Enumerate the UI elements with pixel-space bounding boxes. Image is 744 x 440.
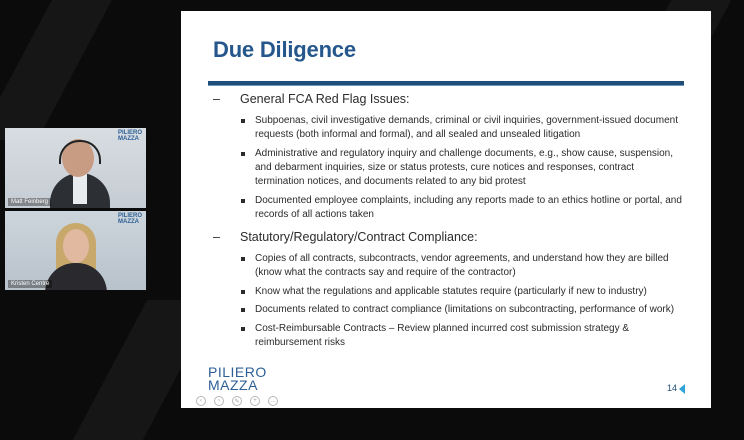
presentation-slide <box>181 11 711 408</box>
bullet-item <box>213 114 683 142</box>
logo-text-bottom: MAZZA <box>117 219 139 225</box>
title-rule-thin <box>208 85 684 86</box>
slide-toolbar <box>196 395 278 407</box>
bullet-square-icon <box>241 327 245 331</box>
logo-text-top: PILIERO <box>117 213 142 219</box>
person-head <box>63 229 89 263</box>
participant-name: Matt Feinberg <box>8 198 51 206</box>
bullet-item <box>213 194 683 222</box>
piliero-mazza-logo <box>118 130 142 142</box>
background-shape <box>0 0 123 140</box>
headset-icon <box>59 140 101 164</box>
bullet-item <box>213 303 683 317</box>
bullet-square-icon <box>241 257 245 261</box>
bullet-square-icon <box>241 119 245 123</box>
logo-text-bottom: MAZZA <box>208 377 258 393</box>
dash-marker: – <box>213 92 220 106</box>
next-slide-icon[interactable]: › <box>214 396 224 406</box>
page-number-text: 14 <box>666 383 677 393</box>
shirt <box>73 174 87 204</box>
bullet-item <box>213 252 683 280</box>
bullet-text: Documented employee complaints, including any reports made to an ethics hotline or portal, and records of all actions taken <box>255 195 682 221</box>
bullet-square-icon <box>241 308 245 312</box>
video-tile-participant[interactable] <box>5 211 146 290</box>
bullet-item <box>213 147 683 190</box>
zoom-icon[interactable]: + <box>250 396 260 406</box>
bullet-text: Cost-Reimbursable Contracts – Review planned incurred cost submission strategy & reimbursement risks <box>255 323 630 349</box>
bullet-square-icon <box>241 290 245 294</box>
section-compliance <box>213 229 683 351</box>
bullet-square-icon <box>241 199 245 203</box>
slide-title: Due Diligence <box>213 37 356 62</box>
previous-slide-icon[interactable]: ‹ <box>196 396 206 406</box>
logo-text-top: PILIERO <box>208 364 267 380</box>
bullet-text: Know what the regulations and applicable statutes require (particularly if new to industry) <box>255 285 647 297</box>
pen-icon[interactable]: ✎ <box>232 396 242 406</box>
section-heading <box>213 91 683 108</box>
logo-text-top: PILIERO <box>117 130 142 136</box>
bullet-text: Subpoenas, civil investigative demands, criminal or civil inquiries, government-issued document requests (both informal and formal), and all sealed and unsealed litigation <box>255 115 678 141</box>
person-figure <box>45 263 107 290</box>
bullet-text: Documents related to contract compliance (limitations on subcontracting, performance of work) <box>255 304 675 316</box>
bullet-item <box>213 322 683 350</box>
slide-page-number <box>667 383 685 394</box>
more-icon[interactable]: … <box>270 398 276 404</box>
section-heading-text: General FCA Red Flag Issues: <box>240 92 410 106</box>
bullet-square-icon <box>241 152 245 156</box>
page-marker-triangle-icon <box>679 384 685 394</box>
logo-text-bottom: MAZZA <box>117 136 139 142</box>
video-tile-participant[interactable] <box>5 128 146 208</box>
dash-marker: – <box>213 229 220 244</box>
slide-content <box>213 91 683 357</box>
section-heading-text: Statutory/Regulatory/Contract Compliance: <box>240 229 478 244</box>
piliero-mazza-logo <box>118 213 142 225</box>
section-heading <box>213 229 683 246</box>
participant-name: Kristen Centre <box>8 280 52 288</box>
bullet-text: Copies of all contracts, subcontracts, vendor agreements, and understand how they are billed (know what the contracts say and require of the contractor) <box>255 252 669 278</box>
piliero-mazza-logo <box>208 366 267 392</box>
section-red-flags <box>213 91 683 223</box>
bullet-item <box>213 285 683 299</box>
bullet-text: Administrative and regulatory inquiry and challenge documents, e.g., show cause, suspension, and debarment inquiries, size or status protests, cure notices and responses, contract termination notices, and documents related to any bid protest <box>255 148 674 188</box>
